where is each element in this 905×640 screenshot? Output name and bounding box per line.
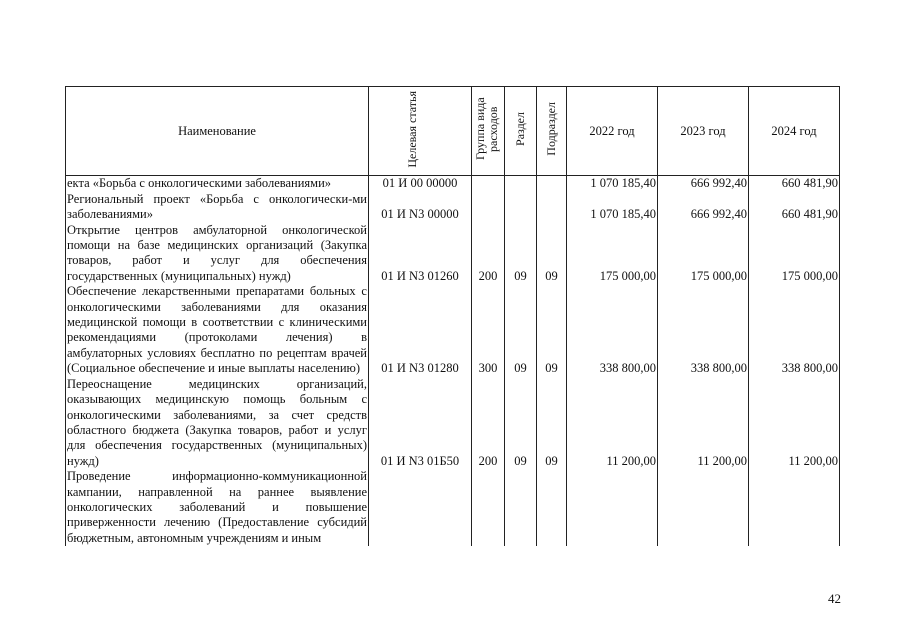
row-2022: 11 200,00 xyxy=(567,377,658,469)
row-2024: 660 481,90 xyxy=(749,192,840,223)
row-2024: 11 200,00 xyxy=(749,377,840,469)
row-2022: 1 070 185,40 xyxy=(567,192,658,223)
row-name: Проведение информационно-коммуникационной кампании, направленной на раннее выявление онкологических заболеваний и повышение приверженности лечению (Предоставление субсидий бюджетным, автономным учреждениям и иным xyxy=(67,469,367,545)
row-name: Региональный проект «Борьба с онкологически-ми заболеваниями» xyxy=(67,191,367,222)
row-code xyxy=(369,469,472,546)
table-row xyxy=(66,469,840,546)
header-2024: 2024 год xyxy=(749,87,840,176)
row-code: 01 И 00 00000 xyxy=(369,176,472,192)
row-code: 01 И N3 01260 xyxy=(369,223,472,285)
row-group xyxy=(472,192,505,223)
row-2023: 338 800,00 xyxy=(658,284,749,376)
header-subsection: Подраздел xyxy=(537,87,567,176)
row-2023 xyxy=(658,469,749,546)
row-name: Открытие центров амбулаторной онкологической помощи на базе медицинских организаций (Закупка товаров, работ и услуг для обеспечения государственных (муниципальных) нужд) xyxy=(67,222,367,283)
row-subsection xyxy=(537,176,567,192)
row-group: 200 xyxy=(472,377,505,469)
header-name: Наименование xyxy=(66,87,369,176)
row-section xyxy=(505,176,537,192)
table-row xyxy=(66,192,840,223)
header-row xyxy=(66,87,840,176)
row-name: Переоснащение медицинских организаций, оказывающих медицинскую помощь больным с онкологическими заболеваниями, за счет средств областного бюджета (Закупка товаров, работ и услуг для обеспечения государственных (муниципальных) нужд) xyxy=(67,376,367,468)
row-group xyxy=(472,176,505,192)
row-2022: 175 000,00 xyxy=(567,223,658,285)
row-name: екта «Борьба с онкологическими заболеваниями» xyxy=(66,176,369,192)
row-subsection: 09 xyxy=(537,284,567,376)
row-code: 01 И N3 01Б50 xyxy=(369,377,472,469)
row-2022 xyxy=(567,469,658,546)
row-2022: 338 800,00 xyxy=(567,284,658,376)
table-row xyxy=(66,284,840,376)
row-name: Обеспечение лекарственными препаратами больных с онкологическими заболеваниями для оказания медицинской помощи в соответствии с клиническими рекомендациями (протоколами лечения) в амбулаторных условиях бесплатно по рецептам врачей (Социальное обеспечение и иные выплаты населению) xyxy=(67,284,367,376)
row-2024: 175 000,00 xyxy=(749,223,840,285)
row-subsection xyxy=(537,192,567,223)
row-2023: 11 200,00 xyxy=(658,377,749,469)
table-row xyxy=(66,223,840,285)
header-group: Группа вида расходов xyxy=(472,87,505,176)
header-2023: 2023 год xyxy=(658,87,749,176)
row-group: 300 xyxy=(472,284,505,376)
budget-table xyxy=(65,86,840,546)
row-2022: 1 070 185,40 xyxy=(567,176,658,192)
row-code: 01 И N3 01280 xyxy=(369,284,472,376)
table-row xyxy=(66,377,840,469)
row-2023: 666 992,40 xyxy=(658,192,749,223)
row-2024: 338 800,00 xyxy=(749,284,840,376)
row-group xyxy=(472,469,505,546)
row-section: 09 xyxy=(505,377,537,469)
row-subsection xyxy=(537,469,567,546)
header-section: Раздел xyxy=(505,87,537,176)
table-row xyxy=(66,176,840,192)
header-target: Целевая статья xyxy=(369,87,472,176)
row-group: 200 xyxy=(472,223,505,285)
row-2024: 660 481,90 xyxy=(749,176,840,192)
row-2023: 666 992,40 xyxy=(658,176,749,192)
row-section: 09 xyxy=(505,223,537,285)
row-section: 09 xyxy=(505,284,537,376)
row-section xyxy=(505,469,537,546)
row-subsection: 09 xyxy=(537,223,567,285)
row-subsection: 09 xyxy=(537,377,567,469)
row-section xyxy=(505,192,537,223)
page-number: 42 xyxy=(828,591,841,606)
row-2023: 175 000,00 xyxy=(658,223,749,285)
header-2022: 2022 год xyxy=(567,87,658,176)
row-code: 01 И N3 00000 xyxy=(369,192,472,223)
row-2024 xyxy=(749,469,840,546)
